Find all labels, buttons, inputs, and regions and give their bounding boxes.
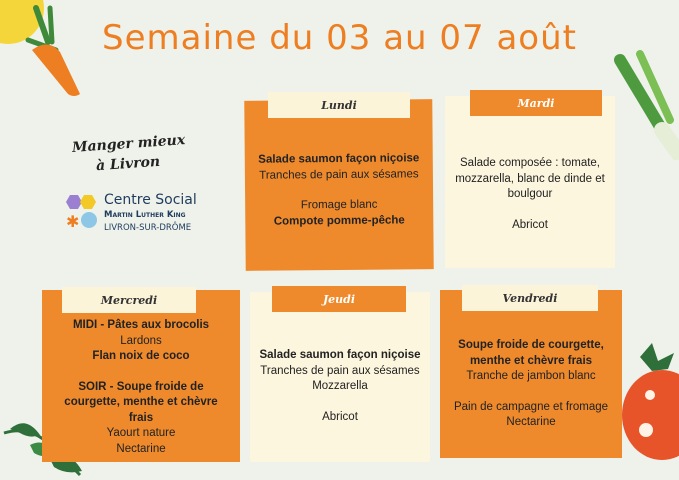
org-name: Centre Social <box>104 192 197 208</box>
card-jeudi <box>250 292 430 462</box>
menu-item: Soupe froide de courgette, <box>458 339 604 351</box>
menu-item: Compote pomme-pêche <box>273 213 405 228</box>
svg-text:✱: ✱ <box>66 212 80 231</box>
day-label-vendredi: Vendredi <box>462 285 598 311</box>
menu-item: Nectarine <box>116 442 166 455</box>
page-title: Semaine du 03 au 07 août <box>102 18 577 58</box>
menu-item: Fromage blanc <box>300 198 378 212</box>
menu-item: Abricot <box>512 218 548 231</box>
day-label-lundi: Lundi <box>268 92 410 118</box>
menu-item: Salade saumon façon niçoise <box>258 152 420 166</box>
centre-social-logo-icon <box>60 193 100 231</box>
menu-item: Pain de campagne et fromage <box>453 400 609 413</box>
menu-item: Salade saumon façon niçoise <box>259 349 421 361</box>
menu-item: frais <box>128 411 154 424</box>
menu-item: Salade composée : tomate, <box>460 157 600 169</box>
card-mardi <box>445 96 615 268</box>
menu-item: Tranche de jambon blanc <box>466 370 596 382</box>
day-label-mercredi: Mercredi <box>62 287 196 313</box>
menu-item: mozzarella, blanc de dinde et <box>455 172 605 185</box>
day-label-jeudi: Jeudi <box>272 286 406 312</box>
org-city: LIVRON-SUR-DRÔME <box>104 223 192 233</box>
tagline-line2: à Livron <box>95 153 161 175</box>
org-sub: Martin Luther King <box>104 210 186 220</box>
menu-item: Mozzarella <box>312 380 368 392</box>
menu-item: Lardons <box>120 334 162 347</box>
menu-item: SOIR - Soupe froide de <box>78 380 204 393</box>
tagline-line1: Manger mieux <box>71 132 186 156</box>
menu-item: Tranches de pain aux sésames <box>259 167 419 182</box>
menu-item: Nectarine <box>506 416 556 428</box>
menu-item: Tranches de pain aux sésames <box>260 364 420 377</box>
menu-item: menthe et chèvre frais <box>469 354 593 367</box>
card-lundi <box>244 99 433 271</box>
menu-item: Yaourt nature <box>106 427 176 439</box>
menu-item: MIDI - Pâtes aux brocolis <box>72 319 210 331</box>
day-label-mardi: Mardi <box>470 90 602 116</box>
menu-item: Flan noix de coco <box>92 350 190 362</box>
menu-item: Abricot <box>322 410 358 423</box>
menu-item: courgette, menthe et chèvre <box>64 396 218 408</box>
menu-item: boulgour <box>507 188 553 200</box>
tomato-icon <box>612 335 679 480</box>
card-vendredi <box>440 290 622 458</box>
card-mercredi <box>42 290 240 462</box>
